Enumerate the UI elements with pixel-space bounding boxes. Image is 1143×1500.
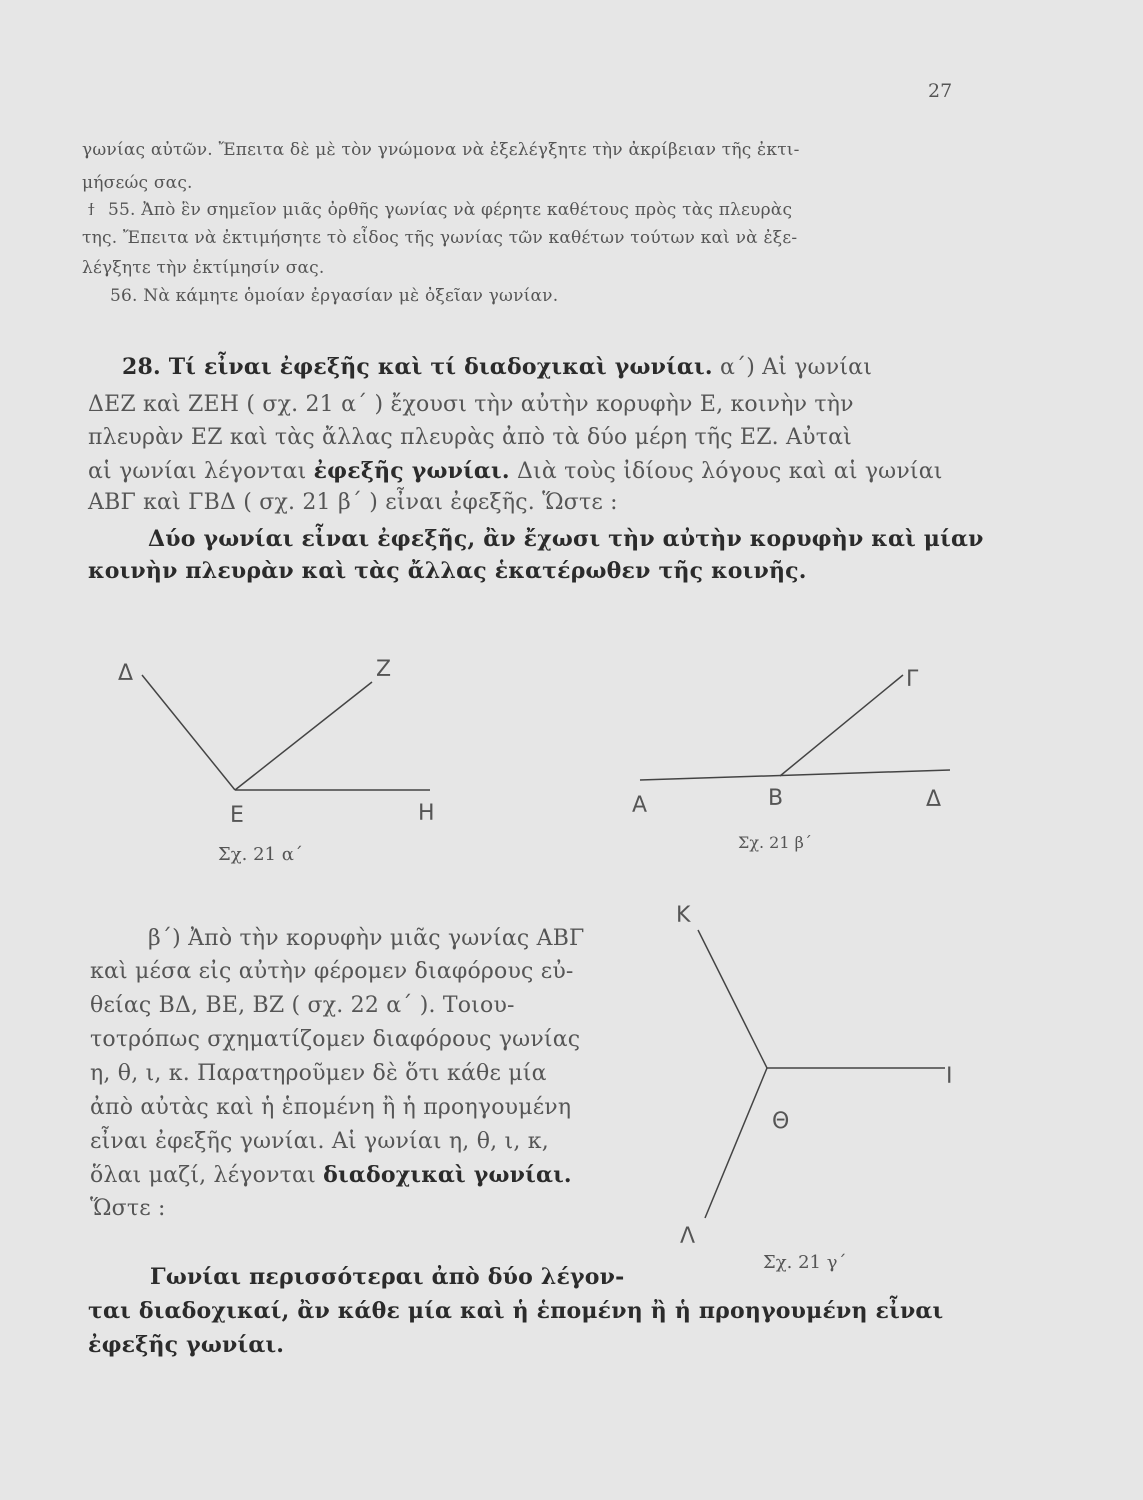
paragraph-line: καὶ μέσα εἰς αὐτὴν φέρομεν διαφόρους εὐ- bbox=[90, 959, 574, 984]
definition-successive-line2: ται διαδοχικαί, ἂν κάθε μία καὶ ἡ ἑπομένη ἢ ἡ προηγουμένη εἶναι bbox=[88, 1298, 944, 1324]
definition-successive-line3: ἐφεξῆς γωνίαι. bbox=[88, 1332, 285, 1358]
ray-ThetaL bbox=[705, 1068, 767, 1218]
label-kappa: Κ bbox=[676, 903, 691, 928]
paragraph-line: αἱ γωνίαι λέγονται ἐφεξῆς γωνίαι. Διὰ τοὺς ἰδίους λόγους καὶ αἱ γωνίαι bbox=[88, 458, 943, 484]
paragraph-line: ΑΒΓ καὶ ΓΒΔ ( σχ. 21 β΄ ) εἶναι ἐφεξῆς. Ὥστε : bbox=[88, 490, 618, 515]
exercise-text-line: μήσεώς σας. bbox=[82, 173, 193, 193]
ray-ThetaK bbox=[698, 930, 767, 1068]
term-successive-angles: διαδοχικαὶ γωνίαι. bbox=[323, 1162, 572, 1188]
paragraph-line: θείας ΒΔ, ΒΕ, ΒΖ ( σχ. 22 α΄ ). Τοιου- bbox=[90, 993, 515, 1018]
section-28-heading-line bbox=[122, 354, 872, 380]
definition-adjacent-line1: Δύο γωνίαι εἶναι ἐφεξῆς, ἂν ἔχωσι τὴν αὐτὴν κορυφὴν καὶ μίαν bbox=[148, 526, 984, 552]
ray-BG bbox=[780, 675, 903, 776]
label-delta: Δ bbox=[926, 787, 942, 812]
exercise-text-line: της. Ἔπειτα νὰ ἐκτιμήσητε τὸ εἶδος τῆς γωνίας τῶν καθέτων τούτων καὶ νὰ ἐξε- bbox=[82, 228, 798, 248]
exercise-text-line: γωνίας αὐτῶν. Ἔπειτα δὲ μὲ τὸν γνώμονα νὰ ἐξελέγξητε τὴν ἀκρίβειαν τῆς ἐκτι- bbox=[82, 140, 800, 160]
label-beta: Β bbox=[768, 786, 784, 811]
label-delta: Δ bbox=[118, 661, 134, 686]
paragraph-line: ἀπὸ αὐτὰς καὶ ἡ ἑπομένη ἢ ἡ προηγουμένη bbox=[90, 1095, 572, 1120]
paragraph-line: ὅλαι μαζί, λέγονται διαδοχικαὶ γωνίαι. bbox=[90, 1162, 572, 1188]
section-28-heading: 28. Τί εἶναι ἐφεξῆς καὶ τί διαδοχικαὶ γωνίαι. bbox=[122, 354, 713, 380]
figure-21a bbox=[100, 640, 460, 870]
label-theta: Θ bbox=[772, 1109, 790, 1134]
figure-caption: Σχ. 21 γ΄ bbox=[763, 1252, 847, 1273]
term-adjacent-angles: ἐφεξῆς γωνίαι. bbox=[313, 458, 510, 484]
ray-ED bbox=[142, 675, 235, 790]
label-epsilon: Ε bbox=[230, 803, 244, 828]
paragraph-line: τοτρόπως σχηματίζομεν διαφόρους γωνίας bbox=[90, 1027, 581, 1052]
section-28-intro: α΄) Αἱ γωνίαι bbox=[719, 355, 873, 380]
label-eta: Η bbox=[418, 801, 435, 826]
definition-adjacent-line2: κοινὴν πλευρὰν καὶ τὰς ἄλλας ἑκατέρωθεν τῆς κοινῆς. bbox=[88, 558, 807, 584]
paragraph-line: β΄) Ἀπὸ τὴν κορυφὴν μιᾶς γωνίας ΑΒΓ bbox=[148, 926, 585, 951]
label-gamma: Γ bbox=[906, 667, 919, 692]
figure-caption: Σχ. 21 β΄ bbox=[738, 833, 812, 852]
paragraph-line: ΔΕΖ καὶ ΖΕΗ ( σχ. 21 α΄ ) ἔχουσι τὴν αὐτὴν κορυφὴν Ε, κοινὴν τὴν bbox=[88, 392, 854, 417]
page-number: 27 bbox=[928, 80, 953, 102]
line-AD bbox=[640, 770, 950, 780]
paragraph-line: Ὥστε : bbox=[90, 1196, 166, 1221]
exercise-text-line: λέγξητε τὴν ἐκτίμησίν σας. bbox=[82, 258, 325, 278]
figure-21b bbox=[620, 640, 980, 860]
paragraph-line: πλευρὰν ΕΖ καὶ τὰς ἄλλας πλευρὰς ἀπὸ τὰ δύο μέρη τῆς ΕΖ. Αὐταὶ bbox=[88, 425, 852, 450]
exercise-56: 56. Νὰ κάμητε ὁμοίαν ἐργασίαν μὲ ὀξεῖαν γωνίαν. bbox=[110, 286, 559, 306]
definition-successive-line1: Γωνίαι περισσότεραι ἀπὸ δύο λέγον- bbox=[150, 1264, 625, 1290]
exercise-55-marker: ϯ bbox=[88, 200, 95, 220]
label-zeta: Ζ bbox=[376, 657, 392, 682]
figure-caption: Σχ. 21 α΄ bbox=[218, 844, 303, 865]
paragraph-line: εἶναι ἐφεξῆς γωνίαι. Αἱ γωνίαι η, θ, ι, κ, bbox=[90, 1129, 549, 1154]
paragraph-line: η, θ, ι, κ. Παρατηροῦμεν δὲ ὅτι κάθε μία bbox=[90, 1061, 547, 1086]
label-iota: Ι bbox=[946, 1064, 953, 1089]
figure-21c bbox=[660, 900, 1000, 1280]
label-lambda: Λ bbox=[680, 1224, 696, 1249]
exercise-55: 55. Ἀπὸ ἓν σημεῖον μιᾶς ὀρθῆς γωνίας νὰ φέρητε καθέτους πρὸς τὰς πλευρὰς bbox=[108, 200, 793, 220]
ray-EZ bbox=[235, 682, 372, 790]
label-alpha: Α bbox=[632, 793, 648, 818]
